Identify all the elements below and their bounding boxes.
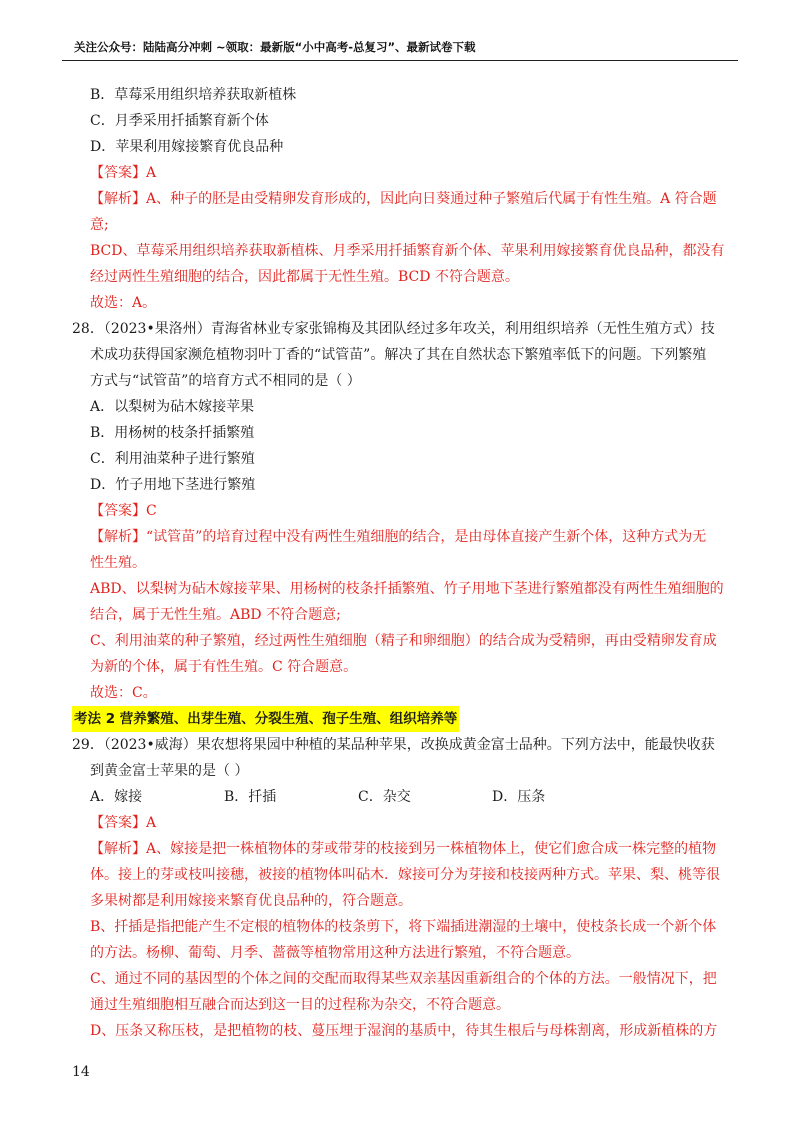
q28-option-b: B．用杨树的枝条扦插繁殖 bbox=[90, 425, 255, 441]
q27-analysis-line: 【解析】A、种子的胚是由受精卵发育形成的，因此向日葵通过种子繁殖后代属于有性生殖。A 符合题 bbox=[90, 191, 717, 207]
q28-analysis-line: 为新的个体，属于有性生殖。C 符合题意。 bbox=[90, 659, 358, 675]
q28-analysis-line: ABD、以梨树为砧木嫁接苹果、用杨树的枝条扦插繁殖、竹子用地下茎进行繁殖都没有两性生殖细胞的 bbox=[90, 581, 724, 597]
q28-stem: 术成功获得国家濒危植物羽叶丁香的“试管苗”。解决了其在自然状态下繁殖率低下的问题。下列繁殖 bbox=[90, 347, 707, 363]
q29-analysis-line: 【解析】A、嫁接是把一株植物体的芽或带芽的枝接到另一株植物体上，使它们愈合成一株完整的植物 bbox=[90, 841, 717, 857]
q28-stem: 方式与“试管苗”的培育方式不相同的是（ ） bbox=[90, 373, 361, 389]
q27-conclusion: 故选：A。 bbox=[90, 295, 157, 311]
q28-answer: 【答案】C bbox=[90, 503, 157, 519]
page-number: 14 bbox=[72, 1064, 90, 1080]
q28-analysis-line: C、利用油菜的种子繁殖，经过两性生殖细胞（精子和卵细胞）的结合成为受精卵，再由受精卵发育成 bbox=[90, 633, 717, 649]
q29-analysis-line: 的方法。杨柳、葡萄、月季、蔷薇等植物常用这种方法进行繁殖，不符合题意。 bbox=[90, 945, 580, 961]
q27-option-b: B．草莓采用组织培养获取新植株 bbox=[90, 87, 297, 103]
q28-option-a: A．以梨树为砧木嫁接苹果 bbox=[90, 399, 255, 415]
q28-analysis-line: 【解析】“试管苗”的培育过程中没有两性生殖细胞的结合，是由母体直接产生新个体，这种方式为无 bbox=[90, 529, 707, 545]
q29-stem: 到黄金富士苹果的是（ ） bbox=[90, 763, 249, 779]
section-heading-row bbox=[72, 706, 740, 732]
q29-analysis-line: B、扦插是指把能产生不定根的植物体的枝条剪下，将下端插进潮湿的土壤中，使枝条长成一个新个体 bbox=[90, 919, 717, 935]
q29-option-b: B．扦插 bbox=[224, 789, 277, 805]
section-heading: 考法 2 营养繁殖、出芽生殖、分裂生殖、孢子生殖、组织培养等 bbox=[72, 706, 459, 732]
page-header: 关注公众号：陆陆高分冲刺 ~领取：最新版“小中高考-总复习”、最新试卷下载 bbox=[74, 40, 476, 54]
q27-option-d: D．苹果利用嫁接繁育优良品种 bbox=[90, 139, 284, 155]
q27-analysis-line: 意; bbox=[90, 217, 109, 233]
q29-analysis-line: 体。接上的芽或枝叫接穗，被接的植物体叫砧木．嫁接可分为芽接和枝接两种方式。苹果、梨、桃等很 bbox=[90, 867, 720, 883]
q28-conclusion: 故选：C。 bbox=[90, 685, 157, 701]
q27-answer: 【答案】A bbox=[90, 165, 157, 181]
q28-analysis-line: 性生殖。 bbox=[90, 555, 146, 571]
q29-answer: 【答案】A bbox=[90, 815, 157, 831]
q29-analysis-line: 多果树都是利用嫁接来繁育优良品种的，符合题意。 bbox=[90, 893, 412, 909]
q29-option-a: A．嫁接 bbox=[90, 789, 143, 805]
q29-option-d: D．压条 bbox=[492, 789, 546, 805]
q27-option-c: C．月季采用扦插繁育新个体 bbox=[90, 113, 269, 129]
q29-options bbox=[72, 784, 740, 810]
q29-analysis-line: D、压条又称压枝，是把植物的枝、蔓压埋于湿润的基质中，待其生根后与母株割离，形成新植株的方 bbox=[90, 1023, 718, 1039]
q27-analysis-line: BCD、草莓采用组织培养获取新植株、月季采用扦插繁育新个体、苹果利用嫁接繁育优良品种，都没有 bbox=[90, 243, 725, 259]
q28-option-c: C．利用油菜种子进行繁殖 bbox=[90, 451, 255, 467]
header-divider bbox=[62, 60, 738, 61]
q28-analysis-line: 结合，属于无性生殖。ABD 不符合题意; bbox=[90, 607, 341, 623]
q28-option-d: D．竹子用地下茎进行繁殖 bbox=[90, 477, 256, 493]
q27-analysis-line: 经过两性生殖细胞的结合，因此都属于无性生殖。BCD 不符合题意。 bbox=[90, 269, 519, 285]
q29-option-c: C．杂交 bbox=[358, 789, 411, 805]
q29-stem: 29．（2023•威海）果农想将果园中种植的某品种苹果，改换成黄金富士品种。下列方法中，能最快收获 bbox=[72, 737, 715, 753]
q28-stem: 28．（2023•果洛州）青海省林业专家张锦梅及其团队经过多年攻关，利用组织培养（无性生殖方式）技 bbox=[72, 321, 715, 337]
q29-analysis-line: 通过生殖细胞相互融合而达到这一目的过程称为杂交，不符合题意。 bbox=[90, 997, 510, 1013]
q29-analysis-line: C、通过不同的基因型的个体之间的交配而取得某些双亲基因重新组合的个体的方法。一般情况下，把 bbox=[90, 971, 717, 987]
page-content bbox=[72, 82, 740, 1044]
